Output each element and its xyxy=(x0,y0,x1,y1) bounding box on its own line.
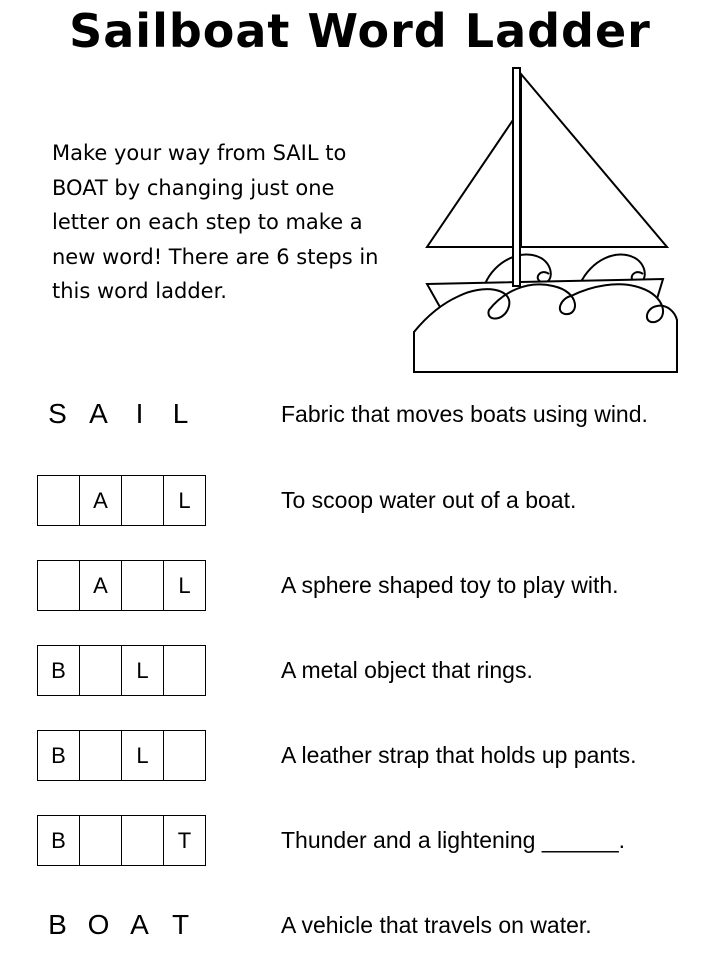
clue-text: A leather strap that holds up pants. xyxy=(281,741,637,768)
letter-box[interactable] xyxy=(121,815,164,866)
clue-text: Fabric that moves boats using wind. xyxy=(281,400,648,427)
letter-box[interactable]: L xyxy=(163,560,206,611)
clue-text: A sphere shaped toy to play with. xyxy=(281,571,619,598)
ladder-letters xyxy=(37,475,206,525)
ladder-rung-1 xyxy=(0,475,720,525)
letter-cell: A xyxy=(89,397,108,429)
clue-text: Thunder and a lightening ______. xyxy=(281,826,626,853)
letter-box[interactable]: L xyxy=(121,730,164,781)
letter-box[interactable]: L xyxy=(163,475,206,526)
letter-box[interactable] xyxy=(79,730,122,781)
ladder-letters xyxy=(37,730,206,780)
letter-box[interactable] xyxy=(79,645,122,696)
letter-cell: T xyxy=(171,908,190,940)
clue-text: A vehicle that travels on water. xyxy=(281,911,592,938)
letter-box[interactable]: A xyxy=(79,560,122,611)
ladder-rung-0 xyxy=(0,389,720,439)
letter-box[interactable] xyxy=(79,815,122,866)
page-title: Sailboat Word Ladder xyxy=(69,4,651,58)
ladder-rung-4 xyxy=(0,730,720,780)
letter-box[interactable]: B xyxy=(37,815,80,866)
letter-box[interactable] xyxy=(163,645,206,696)
letter-box[interactable]: A xyxy=(79,475,122,526)
instructions-text: Make your way from SAIL to BOAT by changing just one letter on each step to make a new word! There are 6 steps in this word ladder. xyxy=(52,141,379,303)
ladder-rung-5 xyxy=(0,815,720,865)
ladder-rung-3 xyxy=(0,645,720,695)
clue-text: To scoop water out of a boat. xyxy=(281,486,577,513)
ladder-letters xyxy=(37,645,206,695)
ladder-rung-6 xyxy=(0,900,720,950)
clue-text: A metal object that rings. xyxy=(281,656,533,683)
ladder-letters xyxy=(37,815,206,865)
ladder-rung-2 xyxy=(0,560,720,610)
instructions xyxy=(52,136,382,309)
letter-box[interactable] xyxy=(37,475,80,526)
ladder-letters xyxy=(37,560,206,610)
sailboat-icon xyxy=(405,64,690,379)
letter-cell: S xyxy=(48,397,67,429)
letter-box[interactable] xyxy=(37,560,80,611)
letter-box[interactable] xyxy=(121,475,164,526)
letter-box[interactable] xyxy=(163,730,206,781)
letter-box[interactable]: B xyxy=(37,730,80,781)
letter-cell: B xyxy=(48,908,67,940)
ladder-letters xyxy=(37,389,201,439)
letter-cell: A xyxy=(130,908,149,940)
ladder-letters xyxy=(37,900,201,950)
letter-cell: O xyxy=(87,908,110,940)
letter-cell: L xyxy=(172,397,189,429)
letter-box[interactable]: L xyxy=(121,645,164,696)
letter-cell: I xyxy=(135,397,144,429)
letter-box[interactable] xyxy=(121,560,164,611)
letter-box[interactable]: B xyxy=(37,645,80,696)
letter-box[interactable]: T xyxy=(163,815,206,866)
